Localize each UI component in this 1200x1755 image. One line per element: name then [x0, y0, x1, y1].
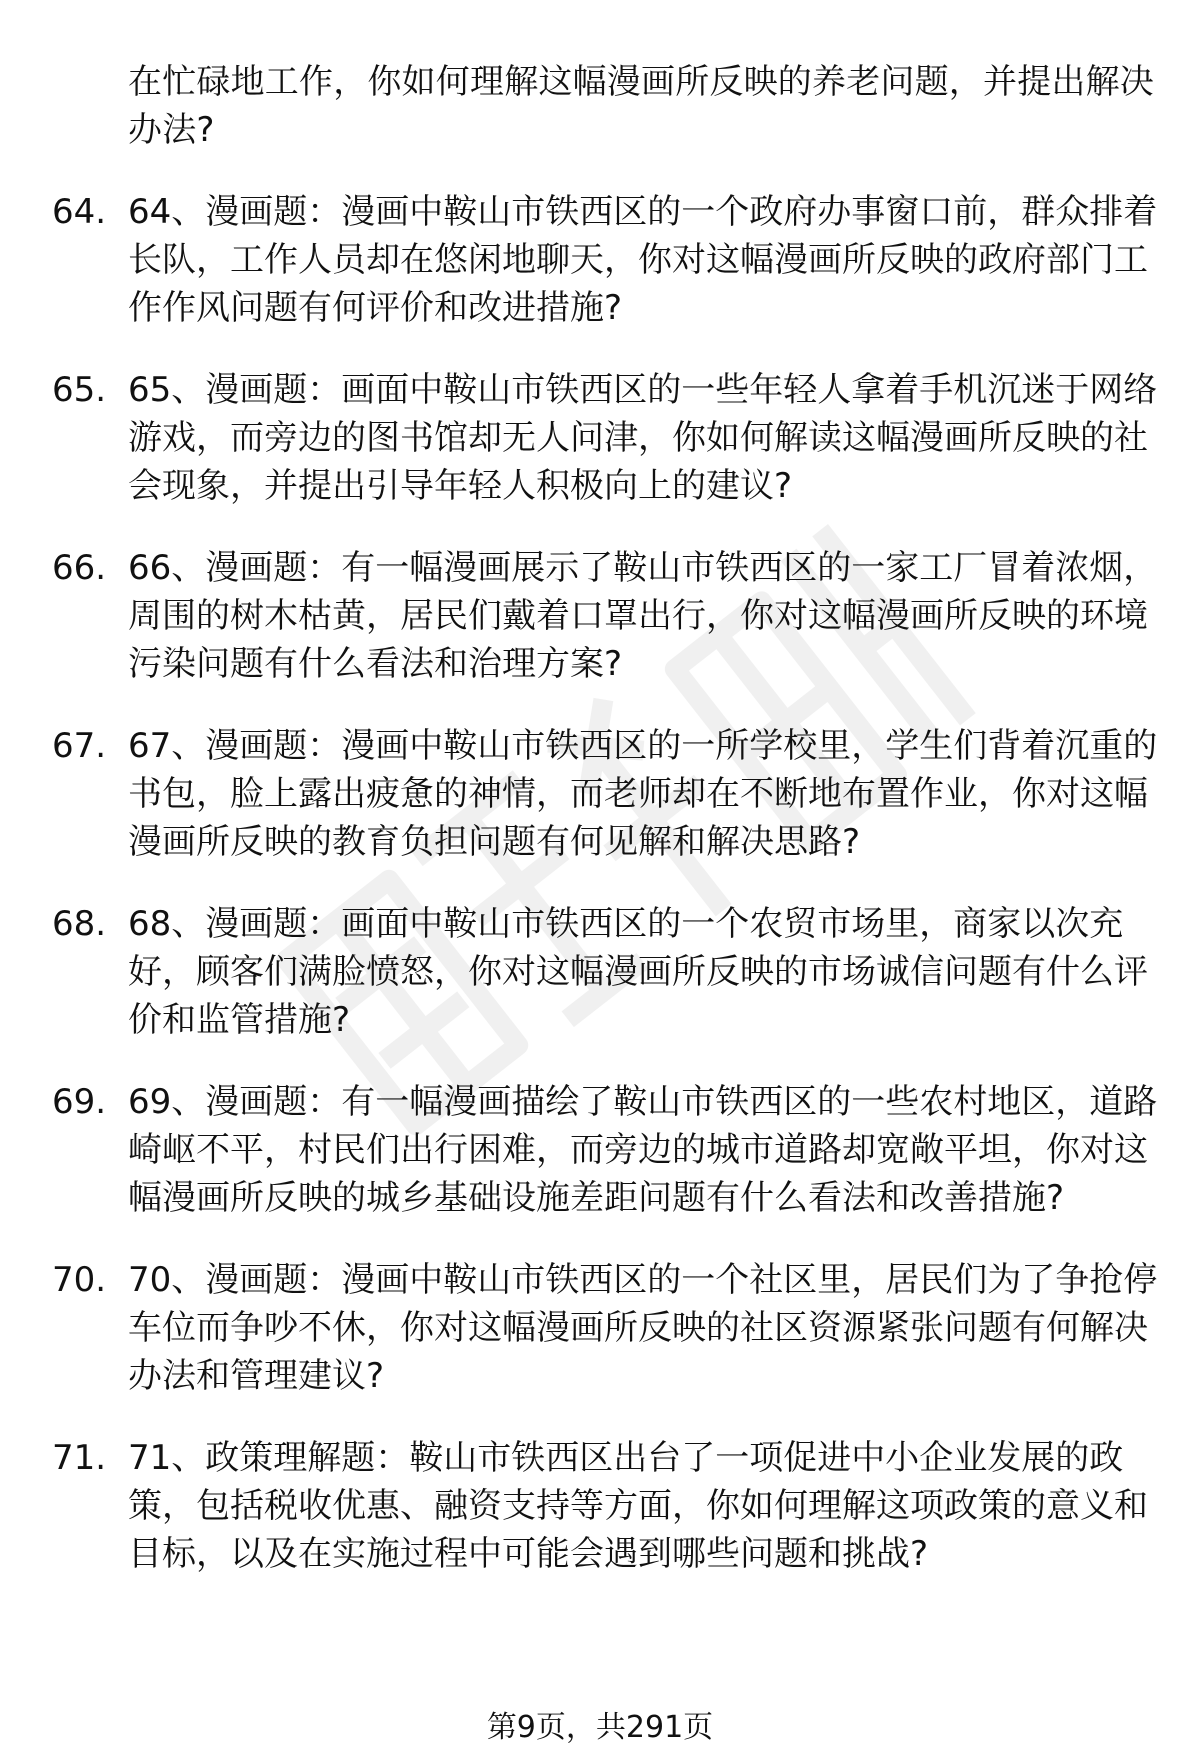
question-number: 71. [52, 1438, 107, 1478]
question-text: 68、漫画题：画面中鞍山市铁西区的一个农贸市场里，商家以次充好，顾客们满脸愤怒，你对这幅漫画所反映的市场诚信问题有什么评价和监管措施? [128, 904, 1148, 1040]
continued-question-text: 在忙碌地工作，你如何理解这幅漫画所反映的养老问题，并提出解决办法? [128, 62, 1154, 150]
question-text: 70、漫画题：漫画中鞍山市铁西区的一个社区里，居民们为了争抢停车位而争吵不休，你对这幅漫画所反映的社区资源紧张问题有何解决办法和管理建议? [128, 1260, 1158, 1396]
question-number: 65. [52, 370, 107, 410]
question-number: 66. [52, 548, 107, 588]
question-item [0, 722, 1160, 866]
question-text: 71、政策理解题：鞍山市铁西区出台了一项促进中小企业发展的政策，包括税收优惠、融资支持等方面，你如何理解这项政策的意义和目标，以及在实施过程中可能会遇到哪些问题和挑战? [128, 1438, 1148, 1574]
page-footer: 第9页，共291页 [486, 1710, 714, 1745]
document-body [0, 58, 1200, 1578]
question-number: 69. [52, 1082, 107, 1122]
question-number: 70. [52, 1260, 107, 1300]
question-text: 69、漫画题：有一幅漫画描绘了鞍山市铁西区的一些农村地区，道路崎岖不平，村民们出行困难，而旁边的城市道路却宽敞平坦，你对这幅漫画所反映的城乡基础设施差距问题有什么看法和改善措施? [128, 1082, 1158, 1218]
question-item [0, 188, 1160, 332]
question-text: 65、漫画题：画面中鞍山市铁西区的一些年轻人拿着手机沉迷于网络游戏，而旁边的图书馆却无人问津，你如何解读这幅漫画所反映的社会现象，并提出引导年轻人积极向上的建议? [128, 370, 1158, 506]
question-text: 66、漫画题：有一幅漫画展示了鞍山市铁西区的一家工厂冒着浓烟，周围的树木枯黄，居民们戴着口罩出行，你对这幅漫画所反映的环境污染问题有什么看法和治理方案? [128, 548, 1158, 684]
question-item [0, 1078, 1160, 1222]
question-text: 64、漫画题：漫画中鞍山市铁西区的一个政府办事窗口前，群众排着长队，工作人员却在悠闲地聊天，你对这幅漫画所反映的政府部门工作作风问题有何评价和改进措施? [128, 192, 1158, 328]
question-number: 67. [52, 726, 107, 766]
question-item [0, 544, 1160, 688]
question-number: 64. [52, 192, 107, 232]
question-item [0, 366, 1160, 510]
question-item [0, 1434, 1160, 1578]
question-number: 68. [52, 904, 107, 944]
question-text: 67、漫画题：漫画中鞍山市铁西区的一所学校里，学生们背着沉重的书包，脸上露出疲惫的神情，而老师却在不断地布置作业，你对这幅漫画所反映的教育负担问题有何见解和解决思路? [128, 726, 1158, 862]
question-item [0, 1256, 1160, 1400]
question-item [0, 900, 1160, 1044]
